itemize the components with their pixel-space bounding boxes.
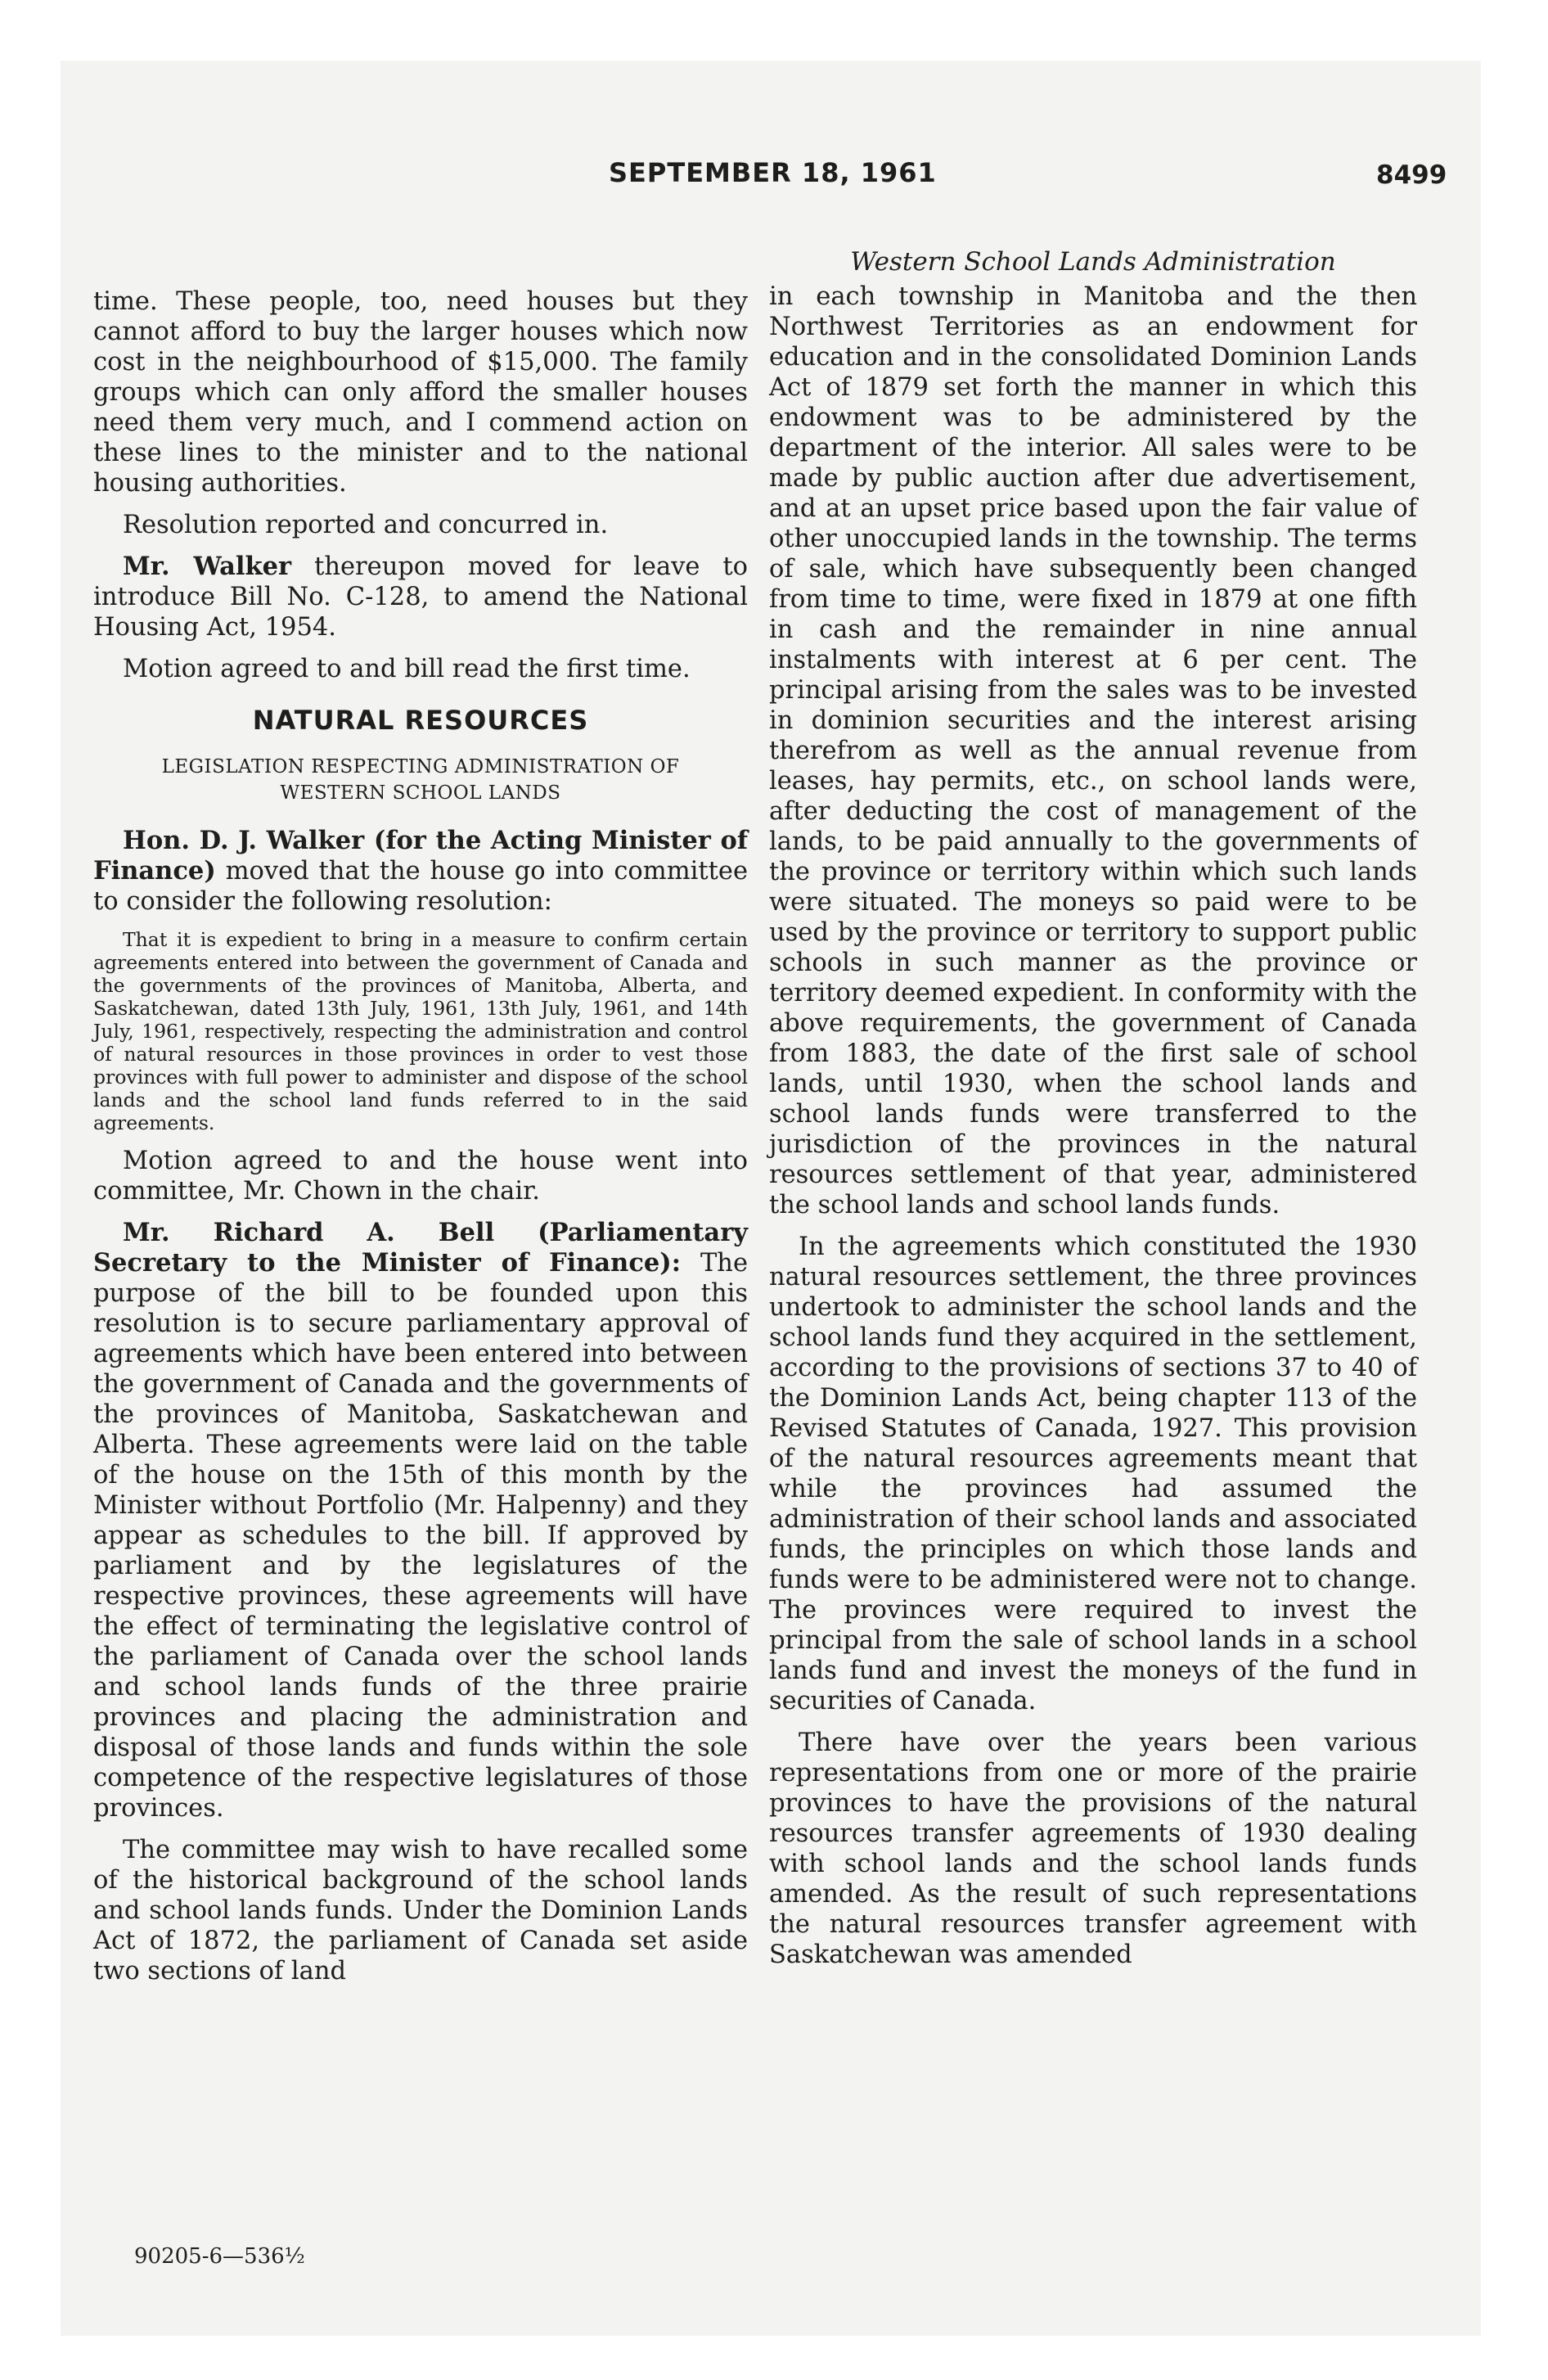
paragraph-first-reading: Motion agreed to and bill read the first time. bbox=[123, 655, 691, 683]
left-column bbox=[93, 286, 748, 1998]
paragraph-resolution-reported: Resolution reported and concurred in. bbox=[123, 511, 609, 539]
speaker-name: Mr. Walker bbox=[123, 552, 292, 581]
paragraph-1930-settlement: In the agreements which constituted the 1930 natural resources settlement, the three provinces undertook to administer the school lands and the school lands fund they acquired in the settlement, according to the provisions of sections 37 to 40 of the Dominion Lands Act, being chapter 113 of the Revised Statutes of Canada, 1927. This provision of the natural resources agreements meant that while the provinces had assumed the administration of their school lands and associated funds, the principles on which those lands and funds were to be administered were not to change. The provinces were required to invest the principal from the sale of school lands in a school lands fund and invest the moneys of the fund in securities of Canada. bbox=[769, 1233, 1417, 1715]
header-date: SEPTEMBER 18, 1961 bbox=[609, 157, 937, 188]
paragraph-walker-bill bbox=[93, 552, 748, 642]
section-subheading: LEGISLATION RESPECTING ADMINISTRATION OF WESTERN SCHOOL LANDS bbox=[161, 756, 680, 804]
running-head: Western School Lands Administration bbox=[850, 247, 1336, 277]
speaker-name: Mr. Richard A. Bell (Parliamentary Secretary to the Minister of Finance): bbox=[93, 1218, 748, 1278]
paragraph-walker-motion bbox=[93, 826, 748, 917]
speaker-name: Hon. D. J. Walker (for the Acting Minister of Finance) bbox=[93, 826, 748, 886]
paragraph-representations: There have over the years been various representations from one or more of the prairie provinces to have the provisions of the natural resources transfer agreements of 1930 dealing with school lands and the school lands funds amended. As the result of such representations the natural resources transfer agreement with Saskatchewan was amended bbox=[769, 1729, 1417, 1969]
paragraph-historical-background: The committee may wish to have recalled some of the historical background of the school lands and school lands funds. Under the Dominion Lands Act of 1872, the parliament of Canada set aside two sections of land bbox=[93, 1836, 748, 1986]
section-heading: NATURAL RESOURCES bbox=[252, 705, 589, 736]
speech-text: thereupon moved for leave to introduce Bill No. C-128, to amend the National Housing Act, 1954. bbox=[93, 552, 749, 642]
footer-code: 90205-6—536½ bbox=[134, 2244, 305, 2269]
right-column bbox=[769, 246, 1417, 1981]
resolution-text: That it is expedient to bring in a measure to confirm certain agreements entered into between the government of Canada and the governments of the provinces of Manitoba, Alberta, and Saskatchewan, dated 13th July, 1961, 13th July, 1961, and 14th July, 1961, respectively, respecting the administration and control of natural resources in those provinces in order to vest those provinces with full power to administer and dispose of the school lands and the school land funds referred to in the said agreements. bbox=[93, 928, 748, 1134]
paragraph-housing: time. These people, too, need houses but they cannot afford to buy the larger houses which now cost in the neighbourhood of $15,000. The family groups which can only afford the smaller houses need them very much, and I commend action on these lines to the minister and to the national housing authorities. bbox=[93, 287, 748, 498]
page-header bbox=[61, 157, 1481, 190]
page-sheet bbox=[61, 61, 1481, 2336]
speech-text: moved that the house go into committee to consider the following resolution: bbox=[93, 857, 748, 916]
paragraph-township-endowment: in each township in Manitoba and the then Northwest Territories as an endowment for education and in the consolidated Dominion Lands Act of 1879 set forth the manner in which this endowment was to be administered by the department of the interior. All sales were to be made by public auction after due advertisement, and at an upset price based upon the fair value of other unoccupied lands in the township. The terms of sale, which have subsequently been changed from time to time, were fixed in 1879 at one fifth in cash and the remainder in nine annual instalments with interest at 6 per cent. The principal arising from the sales was to be invested in dominion securities and the interest arising therefrom as well as the annual revenue from leases, hay permits, etc., on school lands were, after deducting the cost of management of the lands, to be paid annually to the governments of the province or territory within which such lands were situated. The moneys so paid were to be used by the province or territory to support public schools in such manner as the province or territory deemed expedient. In conformity with the above requirements, the government of Canada from 1883, the date of the first sale of school lands, until 1930, when the school lands and school lands funds were transferred to the jurisdiction of the provinces in the natural resources settlement of that year, administered the school lands and school lands funds. bbox=[769, 282, 1417, 1219]
page-number: 8499 bbox=[1376, 160, 1447, 190]
paragraph-committee: Motion agreed to and the house went into committee, Mr. Chown in the chair. bbox=[93, 1147, 748, 1206]
paragraph-bell-speech bbox=[93, 1218, 748, 1823]
speech-text: The purpose of the bill to be founded upon this resolution is to secure parliamentary approval of agreements which have been entered into between the government of Canada and the governments of the provinces of Manitoba, Saskatchewan and Alberta. These agreements were laid on the table of the house on the 15th of this month by the Minister without Portfolio (Mr. Halpenny) and they appear as schedules to the bill. If approved by parliament and by the legislatures of the respective provinces, these agreements will have the effect of terminating the legislative control of the parliament of Canada over the school lands and school lands funds of the three prairie provinces and placing the administration and disposal of those lands and funds within the sole competence of the respective legislatures of those provinces. bbox=[93, 1249, 749, 1823]
